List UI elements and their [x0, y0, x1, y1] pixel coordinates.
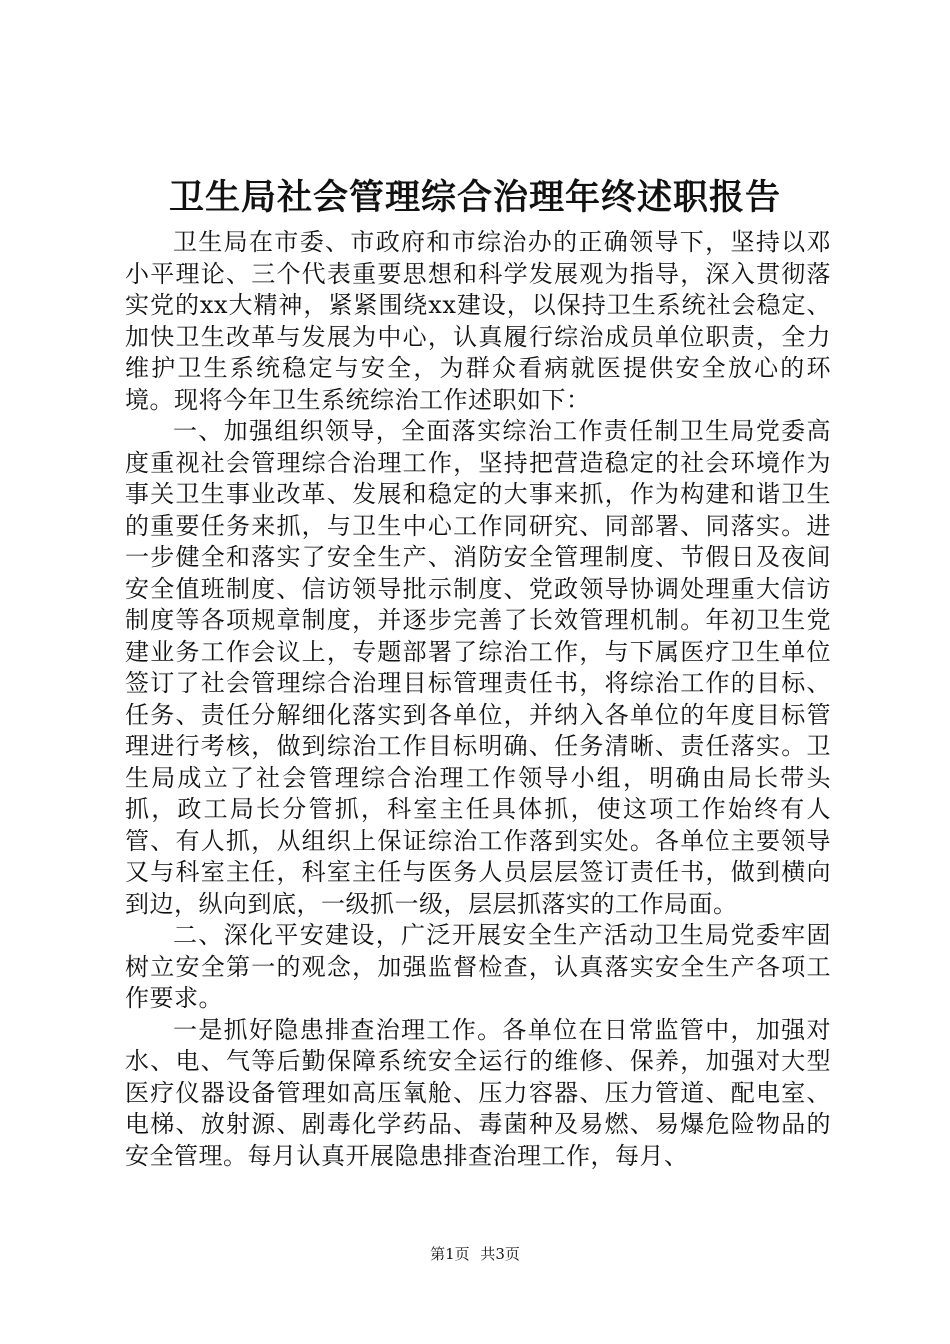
document-body: [125, 227, 831, 1172]
paragraph-intro: 卫生局在市委、市政府和市综治办的正确领导下，坚持以邓小平理论、三个代表重要思想和科学发展观为指导，深入贯彻落实党的xx大精神，紧紧围绕xx建设，以保持卫生系统社会稳定、加快卫生改革与发展为中心，认真履行综治成员单位职责，全力维护卫生系统稳定与安全，为群众看病就医提供安全放心的环境。现将今年卫生系统综治工作述职如下：: [125, 228, 831, 414]
paragraph-hazard-inspection: 一是抓好隐患排查治理工作。各单位在日常监管中，加强对水、电、气等后勤保障系统安全运行的维修、保养，加强对大型医疗仪器设备管理如高压氧舱、压力容器、压力管道、配电室、电梯、放射源、剧毒化学药品、毒菌种及易燃、易爆危险物品的安全管理。每月认真开展隐患排查治理工作，每月、: [125, 1015, 831, 1170]
paragraph-section-2: 二、深化平安建设，广泛开展安全生产活动卫生局党委牢固树立安全第一的观念，加强监督检查，认真落实安全生产各项工作要求。: [125, 921, 831, 1012]
document-title: 卫生局社会管理综合治理年终述职报告: [168, 178, 781, 218]
page-total: 共3页: [480, 1245, 520, 1263]
paragraph-section-1: 一、加强组织领导，全面落实综治工作责任制卫生局党委高度重视社会管理综合治理工作，坚持把营造稳定的社会环境作为事关卫生事业改革、发展和稳定的大事来抓，作为构建和谐卫生的重要任务来抓，与卫生中心工作同研究、同部署、同落实。进一步健全和落实了安全生产、消防安全管理制度、节假日及夜间安全值班制度、信访领导批示制度、党政领导协调处理重大信访制度等各项规章制度，并逐步完善了长效管理机制。年初卫生党建业务工作会议上，专题部署了综治工作，与下属医疗卫生单位签订了社会管理综合治理目标管理责任书，将综治工作的目标、任务、责任分解细化落实到各单位，并纳入各单位的年度目标管理进行考核，做到综治工作目标明确、任务清晰、责任落实。卫生局成立了社会管理综合治理工作领导小组，明确由局长带头抓，政工局长分管抓，科室主任具体抓，使这项工作始终有人管、有人抓，从组织上保证综治工作落到实处。各单位主要领导又与科室主任，科室主任与医务人员层层签订责任书，做到横向到边，纵向到底，一级抓一级，层层抓落实的工作局面。: [125, 417, 831, 918]
page-number: 第1页: [430, 1245, 470, 1263]
page-footer: [0, 1244, 950, 1264]
